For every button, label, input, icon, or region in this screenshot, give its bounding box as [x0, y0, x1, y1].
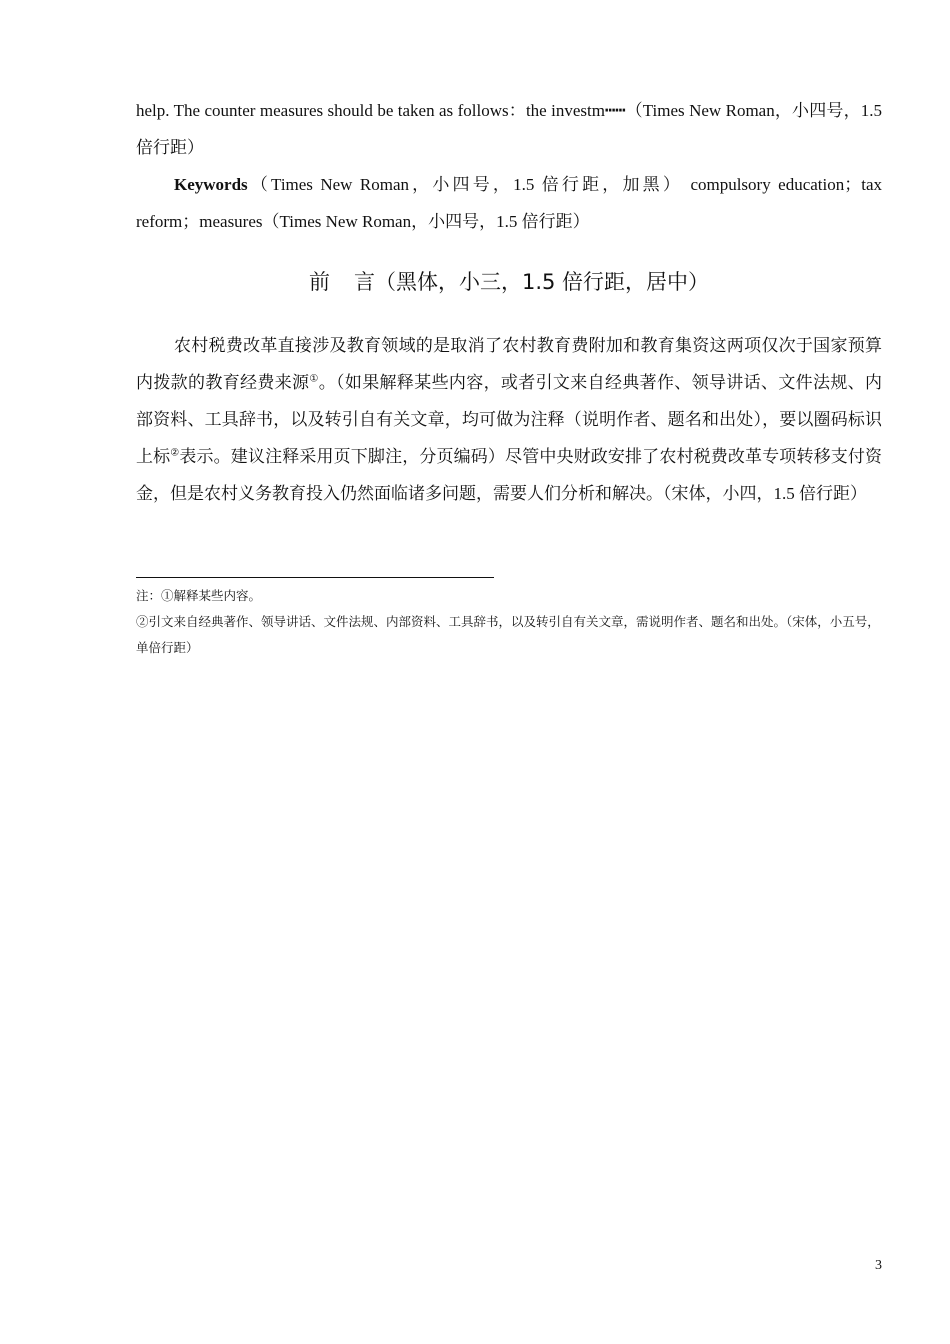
- heading-word-1: 前: [308, 270, 330, 294]
- keywords-list: compulsory education；tax reform；measures（Times New Roman，小四号，1.5 倍行距）: [136, 175, 882, 231]
- abstract-text: help. The counter measures should be taken as follows：the investm┅┅（Times New Roman，小四号，1.5 倍行距）: [136, 101, 882, 157]
- keywords-paragraph: [136, 166, 882, 240]
- keywords-label: Keywords: [174, 175, 248, 194]
- footnote-ref-2: ②: [170, 447, 180, 459]
- footnote-ref-1: ①: [309, 373, 319, 385]
- section-heading: [136, 264, 882, 300]
- heading-word-2: 言（黑体，小三，1.5 倍行距，居中）: [353, 270, 710, 294]
- preface-paragraph: [136, 327, 882, 512]
- abstract-tail: [136, 92, 882, 166]
- footnote-separator: [136, 577, 494, 578]
- footnote-1: 注：①解释某些内容。: [136, 589, 262, 603]
- page-number: 3: [875, 1258, 882, 1273]
- keywords-text: [136, 166, 882, 240]
- footnotes: [136, 583, 882, 661]
- keywords-label-note: （Times New Roman，小四号，1.5 倍行距，加黑）: [247, 175, 684, 194]
- footnote-2: ②引文来自经典著作、领导讲话、文件法规、内部资料、工具辞书，以及转引自有关文章，需说明作者、题名和出处。（宋体，小五号，单倍行距）: [136, 615, 880, 655]
- preface-body: [136, 327, 882, 512]
- preface-text-3: 表示。建议注释采用页下脚注，分页编码）尽管中央财政安排了农村税费改革专项转移支付资金，但是农村义务教育投入仍然面临诸多问题，需要人们分析和解决。（宋体，小四，1.5 倍行距）: [136, 447, 882, 503]
- preface-text-1: 农村税费改革直接涉及教育领域的是取消了农村教育费附加和教育集资这两项仅次于国家预算内拨款的教育经费来源: [136, 336, 882, 392]
- preface-text-2: 。（如果解释某些内容，或者引文来自经典著作、领导讲话、文件法规、内部资料、工具辞书，以及转引自有关文章，均可做为注释（说明作者、题名和出处），要以圈码标识上标: [136, 373, 883, 466]
